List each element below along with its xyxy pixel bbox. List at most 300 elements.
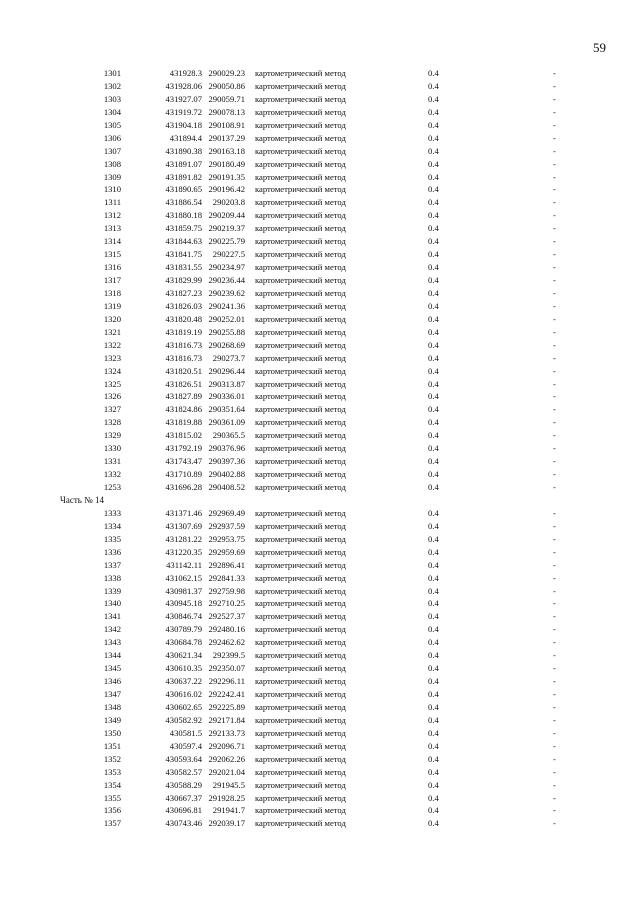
dash: - bbox=[553, 210, 556, 221]
table-row bbox=[0, 416, 640, 429]
coord-x: 431281.22 bbox=[165, 533, 202, 544]
dash: - bbox=[553, 676, 556, 687]
table-row bbox=[0, 287, 640, 300]
coord-x: 431859.75 bbox=[165, 223, 202, 234]
point-number: 1336 bbox=[103, 546, 121, 557]
point-number: 1340 bbox=[103, 598, 121, 609]
point-number: 1312 bbox=[103, 210, 121, 221]
coord-x: 430945.18 bbox=[165, 598, 202, 609]
coord-x: 431743.47 bbox=[165, 456, 202, 467]
method: картометрический метод bbox=[255, 287, 346, 298]
method: картометрический метод bbox=[255, 482, 346, 492]
table-row bbox=[0, 753, 640, 766]
coord-y: 292480.16 bbox=[208, 624, 245, 635]
point-number: 1343 bbox=[103, 637, 121, 648]
dash: - bbox=[553, 171, 556, 182]
coord-x: 431841.75 bbox=[165, 249, 202, 260]
dash: - bbox=[553, 740, 556, 751]
table-row bbox=[0, 442, 640, 455]
coord-x: 431904.18 bbox=[165, 119, 202, 130]
method: картометрический метод bbox=[255, 740, 346, 751]
accuracy: 0.4 bbox=[428, 637, 439, 648]
table-row bbox=[0, 740, 640, 753]
method: картометрический метод bbox=[255, 93, 346, 104]
point-number: 1352 bbox=[103, 753, 121, 764]
method: картометрический метод bbox=[255, 80, 346, 91]
dash: - bbox=[553, 663, 556, 674]
accuracy: 0.4 bbox=[428, 249, 439, 260]
coord-y: 290234.97 bbox=[208, 262, 245, 273]
coord-y: 290203.8 bbox=[212, 197, 245, 208]
coord-y: 290050.86 bbox=[208, 80, 245, 91]
accuracy: 0.4 bbox=[428, 714, 439, 725]
dash: - bbox=[553, 352, 556, 363]
coord-y: 290209.44 bbox=[208, 210, 245, 221]
accuracy: 0.4 bbox=[428, 727, 439, 738]
point-number: 1308 bbox=[103, 158, 121, 169]
coord-x: 431831.55 bbox=[165, 262, 202, 273]
dash: - bbox=[553, 378, 556, 389]
coord-y: 291928.25 bbox=[208, 792, 245, 803]
coord-y: 290365.5 bbox=[212, 430, 245, 441]
table-row bbox=[0, 378, 640, 391]
coord-x: 431891.82 bbox=[165, 171, 202, 182]
coord-x: 431886.54 bbox=[165, 197, 202, 208]
coord-x: 431827.89 bbox=[165, 391, 202, 402]
coord-y: 291941.7 bbox=[212, 805, 245, 816]
point-number: 1348 bbox=[103, 701, 121, 712]
method: картометрический метод bbox=[255, 443, 346, 454]
accuracy: 0.4 bbox=[428, 93, 439, 104]
method: картометрический метод bbox=[255, 106, 346, 117]
method: картометрический метод bbox=[255, 507, 346, 518]
table-row bbox=[0, 106, 640, 119]
dash: - bbox=[553, 469, 556, 480]
coord-x: 431820.51 bbox=[165, 365, 202, 376]
coord-x: 430637.22 bbox=[165, 676, 202, 687]
method: картометрический метод bbox=[255, 262, 346, 273]
accuracy: 0.4 bbox=[428, 663, 439, 674]
method: картометрический метод bbox=[255, 598, 346, 609]
point-number: 1351 bbox=[103, 740, 121, 751]
method: картометрический метод bbox=[255, 68, 346, 78]
coord-y: 290029.23 bbox=[208, 68, 245, 78]
method: картометрический метод bbox=[255, 430, 346, 441]
table-row bbox=[0, 572, 640, 585]
coordinates-table bbox=[0, 67, 640, 830]
method: картометрический метод bbox=[255, 727, 346, 738]
method: картометрический метод bbox=[255, 689, 346, 699]
point-number: 1310 bbox=[103, 184, 121, 195]
table-row bbox=[0, 662, 640, 675]
accuracy: 0.4 bbox=[428, 792, 439, 803]
point-number: 1349 bbox=[103, 714, 121, 725]
coord-y: 292959.69 bbox=[208, 546, 245, 557]
coord-x: 430846.74 bbox=[165, 611, 202, 622]
accuracy: 0.4 bbox=[428, 68, 439, 78]
table-row bbox=[0, 585, 640, 598]
table-row bbox=[0, 559, 640, 572]
table-row bbox=[0, 261, 640, 274]
method: картометрический метод bbox=[255, 650, 346, 661]
coord-y: 292171.84 bbox=[208, 714, 245, 725]
accuracy: 0.4 bbox=[428, 197, 439, 208]
point-number: 1306 bbox=[103, 132, 121, 143]
dash: - bbox=[553, 637, 556, 648]
point-number: 1353 bbox=[103, 766, 121, 777]
point-number: 1350 bbox=[103, 727, 121, 738]
dash: - bbox=[553, 313, 556, 324]
table-row bbox=[0, 779, 640, 792]
table-row bbox=[0, 209, 640, 222]
dash: - bbox=[553, 805, 556, 816]
page-number: 59 bbox=[593, 40, 606, 55]
coord-x: 431220.35 bbox=[165, 546, 202, 557]
dash: - bbox=[553, 766, 556, 777]
coord-x: 431824.86 bbox=[165, 404, 202, 415]
method: картометрический метод bbox=[255, 197, 346, 208]
dash: - bbox=[553, 68, 556, 78]
point-number: 1334 bbox=[103, 520, 121, 531]
coord-x: 430593.64 bbox=[165, 753, 202, 764]
point-number: 1335 bbox=[103, 533, 121, 544]
coord-y: 290078.13 bbox=[208, 106, 245, 117]
dash: - bbox=[553, 507, 556, 518]
coord-y: 292062.26 bbox=[208, 753, 245, 764]
table-row bbox=[0, 80, 640, 93]
table-row bbox=[0, 171, 640, 184]
table-row bbox=[0, 701, 640, 714]
accuracy: 0.4 bbox=[428, 469, 439, 480]
coord-x: 431928.3 bbox=[169, 68, 202, 78]
dash: - bbox=[553, 430, 556, 441]
point-number: 1301 bbox=[103, 68, 121, 78]
coord-y: 292896.41 bbox=[208, 559, 245, 570]
method: картометрический метод bbox=[255, 378, 346, 389]
accuracy: 0.4 bbox=[428, 482, 439, 492]
accuracy: 0.4 bbox=[428, 624, 439, 635]
accuracy: 0.4 bbox=[428, 275, 439, 285]
method: картометрический метод bbox=[255, 559, 346, 570]
coord-y: 292021.04 bbox=[208, 766, 245, 777]
table-row bbox=[0, 93, 640, 106]
table-row bbox=[0, 429, 640, 442]
coord-y: 290219.37 bbox=[208, 223, 245, 234]
dash: - bbox=[553, 158, 556, 169]
point-number: 1315 bbox=[103, 249, 121, 260]
table-row bbox=[0, 196, 640, 209]
coord-x: 431696.28 bbox=[165, 482, 202, 492]
accuracy: 0.4 bbox=[428, 184, 439, 195]
method: картометрический метод bbox=[255, 766, 346, 777]
dash: - bbox=[553, 339, 556, 350]
accuracy: 0.4 bbox=[428, 378, 439, 389]
coord-x: 430696.81 bbox=[165, 805, 202, 816]
coord-x: 431829.99 bbox=[165, 275, 202, 285]
coord-x: 430789.79 bbox=[165, 624, 202, 635]
coord-x: 430684.78 bbox=[165, 637, 202, 648]
coord-y: 290239.62 bbox=[208, 287, 245, 298]
accuracy: 0.4 bbox=[428, 365, 439, 376]
dash: - bbox=[553, 417, 556, 428]
method: картометрический метод bbox=[255, 249, 346, 260]
point-number: 1341 bbox=[103, 611, 121, 622]
method: картометрический метод bbox=[255, 469, 346, 480]
point-number: 1325 bbox=[103, 378, 121, 389]
point-number: 1356 bbox=[103, 805, 121, 816]
coord-y: 290225.79 bbox=[208, 236, 245, 247]
coord-y: 292399.5 bbox=[212, 650, 245, 661]
coord-y: 292527.37 bbox=[208, 611, 245, 622]
dash: - bbox=[553, 223, 556, 234]
coord-y: 292841.33 bbox=[208, 572, 245, 583]
coord-y: 292350.07 bbox=[208, 663, 245, 674]
table-row bbox=[0, 649, 640, 662]
table-row bbox=[0, 67, 640, 80]
accuracy: 0.4 bbox=[428, 391, 439, 402]
accuracy: 0.4 bbox=[428, 533, 439, 544]
method: картометрический метод bbox=[255, 611, 346, 622]
point-number: 1344 bbox=[103, 650, 121, 661]
method: картометрический метод bbox=[255, 417, 346, 428]
table-row bbox=[0, 455, 640, 468]
dash: - bbox=[553, 106, 556, 117]
table-row bbox=[0, 817, 640, 830]
dash: - bbox=[553, 391, 556, 402]
point-number: 1337 bbox=[103, 559, 121, 570]
method: картометрический метод bbox=[255, 145, 346, 156]
coord-y: 292242.41 bbox=[208, 689, 245, 699]
point-number: 1333 bbox=[103, 507, 121, 518]
accuracy: 0.4 bbox=[428, 404, 439, 415]
method: картометрический метод bbox=[255, 533, 346, 544]
point-number: 1347 bbox=[103, 689, 121, 699]
method: картометрический метод bbox=[255, 158, 346, 169]
dash: - bbox=[553, 714, 556, 725]
coord-x: 431844.63 bbox=[165, 236, 202, 247]
dash: - bbox=[553, 145, 556, 156]
method: картометрический метод bbox=[255, 223, 346, 234]
coord-y: 292133.73 bbox=[208, 727, 245, 738]
coord-y: 290255.88 bbox=[208, 326, 245, 337]
method: картометрический метод bbox=[255, 300, 346, 311]
method: картометрический метод bbox=[255, 818, 346, 829]
point-number: 1330 bbox=[103, 443, 121, 454]
method: картометрический метод bbox=[255, 326, 346, 337]
coord-x: 430743.46 bbox=[165, 818, 202, 829]
dash: - bbox=[553, 598, 556, 609]
accuracy: 0.4 bbox=[428, 701, 439, 712]
point-number: 1322 bbox=[103, 339, 121, 350]
table-row bbox=[0, 248, 640, 261]
coord-x: 430981.37 bbox=[165, 585, 202, 596]
accuracy: 0.4 bbox=[428, 546, 439, 557]
coord-y: 292039.17 bbox=[208, 818, 245, 829]
method: картометрический метод bbox=[255, 701, 346, 712]
accuracy: 0.4 bbox=[428, 572, 439, 583]
section-heading: Часть № 14 bbox=[60, 494, 104, 505]
accuracy: 0.4 bbox=[428, 339, 439, 350]
method: картометрический метод bbox=[255, 404, 346, 415]
table-row bbox=[0, 339, 640, 352]
coord-y: 290313.87 bbox=[208, 378, 245, 389]
accuracy: 0.4 bbox=[428, 507, 439, 518]
coord-y: 292096.71 bbox=[208, 740, 245, 751]
accuracy: 0.4 bbox=[428, 80, 439, 91]
coord-y: 290296.44 bbox=[208, 365, 245, 376]
coord-y: 290059.71 bbox=[208, 93, 245, 104]
dash: - bbox=[553, 80, 556, 91]
table-row bbox=[0, 597, 640, 610]
coord-x: 431792.19 bbox=[165, 443, 202, 454]
method: картометрический метод bbox=[255, 663, 346, 674]
method: картометрический метод bbox=[255, 171, 346, 182]
table-row bbox=[0, 326, 640, 339]
dash: - bbox=[553, 197, 556, 208]
dash: - bbox=[553, 184, 556, 195]
point-number: 1313 bbox=[103, 223, 121, 234]
method: картометрический метод bbox=[255, 132, 346, 143]
coord-y: 290273.7 bbox=[212, 352, 245, 363]
coord-x: 431890.65 bbox=[165, 184, 202, 195]
coord-y: 290236.44 bbox=[208, 275, 245, 285]
coord-y: 290268.69 bbox=[208, 339, 245, 350]
table-row bbox=[0, 352, 640, 365]
accuracy: 0.4 bbox=[428, 106, 439, 117]
accuracy: 0.4 bbox=[428, 740, 439, 751]
coord-x: 431819.19 bbox=[165, 326, 202, 337]
dash: - bbox=[553, 650, 556, 661]
table-row bbox=[0, 714, 640, 727]
dash: - bbox=[553, 482, 556, 492]
coord-x: 431816.73 bbox=[165, 339, 202, 350]
point-number: 1346 bbox=[103, 676, 121, 687]
method: картометрический метод bbox=[255, 572, 346, 583]
point-number: 1355 bbox=[103, 792, 121, 803]
table-row bbox=[0, 313, 640, 326]
coord-y: 290241.36 bbox=[208, 300, 245, 311]
coord-y: 292953.75 bbox=[208, 533, 245, 544]
accuracy: 0.4 bbox=[428, 210, 439, 221]
coord-y: 290227.5 bbox=[212, 249, 245, 260]
accuracy: 0.4 bbox=[428, 585, 439, 596]
table-row bbox=[0, 792, 640, 805]
accuracy: 0.4 bbox=[428, 313, 439, 324]
point-number: 1307 bbox=[103, 145, 121, 156]
method: картометрический метод bbox=[255, 339, 346, 350]
point-number: 1327 bbox=[103, 404, 121, 415]
coord-x: 431826.03 bbox=[165, 300, 202, 311]
table-row bbox=[0, 610, 640, 623]
accuracy: 0.4 bbox=[428, 171, 439, 182]
method: картометрический метод bbox=[255, 184, 346, 195]
method: картометрический метод bbox=[255, 779, 346, 790]
dash: - bbox=[553, 585, 556, 596]
coord-x: 431890.38 bbox=[165, 145, 202, 156]
table-row bbox=[0, 300, 640, 313]
coord-y: 292462.62 bbox=[208, 637, 245, 648]
dash: - bbox=[553, 119, 556, 130]
accuracy: 0.4 bbox=[428, 559, 439, 570]
accuracy: 0.4 bbox=[428, 352, 439, 363]
dash: - bbox=[553, 236, 556, 247]
coord-y: 292969.49 bbox=[208, 507, 245, 518]
method: картометрический метод bbox=[255, 275, 346, 285]
method: картометрический метод bbox=[255, 585, 346, 596]
point-number: 1253 bbox=[103, 482, 121, 492]
dash: - bbox=[553, 611, 556, 622]
method: картометрический метод bbox=[255, 676, 346, 687]
accuracy: 0.4 bbox=[428, 223, 439, 234]
dash: - bbox=[553, 818, 556, 829]
coord-y: 290351.64 bbox=[208, 404, 245, 415]
accuracy: 0.4 bbox=[428, 818, 439, 829]
coord-x: 430581.5 bbox=[169, 727, 202, 738]
dash: - bbox=[553, 249, 556, 260]
table-row bbox=[0, 766, 640, 779]
dash: - bbox=[553, 689, 556, 699]
coord-y: 290376.96 bbox=[208, 443, 245, 454]
method: картометрический метод bbox=[255, 637, 346, 648]
coord-x: 431710.89 bbox=[165, 469, 202, 480]
coord-y: 292296.11 bbox=[208, 676, 245, 687]
point-number: 1324 bbox=[103, 365, 121, 376]
accuracy: 0.4 bbox=[428, 676, 439, 687]
dash: - bbox=[553, 132, 556, 143]
coord-y: 292225.89 bbox=[208, 701, 245, 712]
coord-x: 431826.51 bbox=[165, 378, 202, 389]
table-row bbox=[0, 183, 640, 196]
accuracy: 0.4 bbox=[428, 158, 439, 169]
table-row bbox=[0, 623, 640, 636]
method: картометрический метод bbox=[255, 365, 346, 376]
point-number: 1311 bbox=[104, 197, 121, 208]
coord-x: 430621.34 bbox=[165, 650, 202, 661]
coord-x: 431928.06 bbox=[165, 80, 202, 91]
accuracy: 0.4 bbox=[428, 145, 439, 156]
coord-y: 290196.42 bbox=[208, 184, 245, 195]
coord-y: 290402.88 bbox=[208, 469, 245, 480]
table-row bbox=[0, 235, 640, 248]
coord-x: 431307.69 bbox=[165, 520, 202, 531]
coord-x: 431062.15 bbox=[165, 572, 202, 583]
method: картометрический метод bbox=[255, 520, 346, 531]
coord-x: 431816.73 bbox=[165, 352, 202, 363]
method: картометрический метод bbox=[255, 210, 346, 221]
coord-x: 431880.18 bbox=[165, 210, 202, 221]
dash: - bbox=[553, 93, 556, 104]
coord-x: 431371.46 bbox=[165, 507, 202, 518]
table-row bbox=[0, 546, 640, 559]
coord-y: 290252.01 bbox=[208, 313, 245, 324]
table-row bbox=[0, 132, 640, 145]
coord-x: 430588.29 bbox=[165, 779, 202, 790]
point-number: 1305 bbox=[103, 119, 121, 130]
point-number: 1357 bbox=[103, 818, 121, 829]
coord-y: 292710.25 bbox=[208, 598, 245, 609]
point-number: 1339 bbox=[103, 585, 121, 596]
accuracy: 0.4 bbox=[428, 287, 439, 298]
accuracy: 0.4 bbox=[428, 443, 439, 454]
coord-y: 290408.52 bbox=[208, 482, 245, 492]
accuracy: 0.4 bbox=[428, 766, 439, 777]
table-row bbox=[0, 507, 640, 520]
table-row bbox=[0, 727, 640, 740]
method: картометрический метод bbox=[255, 753, 346, 764]
method: картометрический метод bbox=[255, 624, 346, 635]
coord-y: 290180.49 bbox=[208, 158, 245, 169]
point-number: 1345 bbox=[103, 663, 121, 674]
